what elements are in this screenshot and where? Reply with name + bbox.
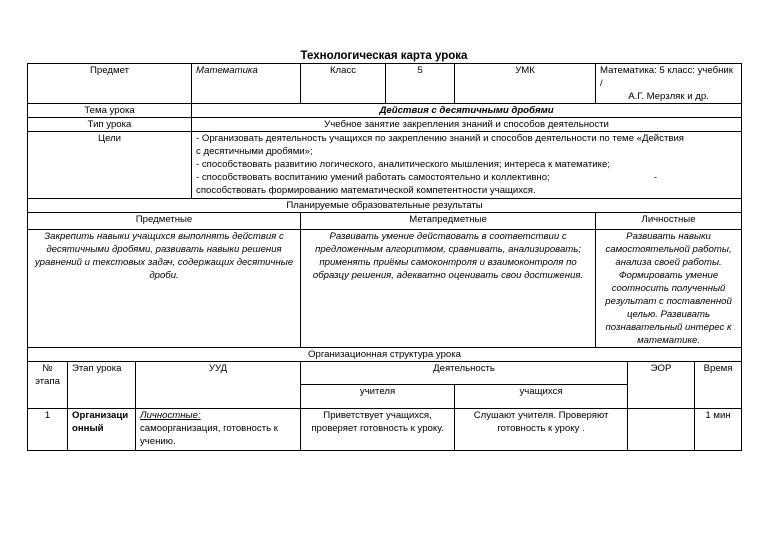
class-label: Класс — [301, 64, 386, 104]
umk-value — [596, 64, 742, 104]
lesson-plan-table — [27, 63, 742, 451]
structure-heading: Организационная структура урока — [28, 348, 742, 362]
subject-value: Математика — [192, 64, 301, 104]
student-activity: Слушают учителя. Проверяют готовность к уроку . — [455, 409, 628, 451]
goal-line: с десятичными дробями»; — [196, 146, 313, 157]
col-uud: УУД — [136, 362, 301, 409]
table-row — [28, 409, 742, 451]
teacher-activity: Приветствует учащихся, проверяет готовность к уроку. — [301, 409, 455, 451]
goal-line: - Организовать деятельность учащихся по закреплению знаний и способов деятельности по теме «Действия — [196, 133, 685, 144]
goal-line: - способствовать развитию логического, аналитического мышления; интереса к математике; — [196, 159, 610, 170]
topic-value: Действия с десятичными дробями — [192, 104, 742, 118]
umk-value-line1: Математика: 5 класс: учебник / — [600, 65, 733, 89]
subject-label: Предмет — [28, 64, 192, 104]
col-stage-number: № этапа — [28, 362, 68, 409]
results-meta-head: Метапредметные — [301, 213, 596, 230]
lesson-type-label: Тип урока — [28, 118, 192, 132]
goal-line: способствовать формированию математической компетентности учащихся. — [196, 185, 536, 196]
col-time: Время — [695, 362, 742, 409]
umk-label: УМК — [455, 64, 596, 104]
goals-label: Цели — [28, 132, 192, 199]
results-subject-text: Закрепить навыки учащихся выполнять действия с десятичными дробями, развивать навыки решения уравнений и текстовых задач, содержащих десятичные дроби. — [28, 230, 301, 348]
results-subject-head: Предметные — [28, 213, 301, 230]
col-teacher: учителя — [301, 385, 455, 409]
col-activity: Деятельность — [301, 362, 628, 385]
col-stage: Этап урока — [68, 362, 136, 409]
stage-number: 1 — [28, 409, 68, 451]
stage-eor — [628, 409, 695, 451]
topic-label: Тема урока — [28, 104, 192, 118]
stage-name: Организационный — [68, 409, 136, 451]
results-meta-text: Развивать умение действовать в соответствии с предложенным алгоритмом, сравнивать, анализировать; применять приёмы самоконтроля и взаимоконтроля по образцу решения, адекватно оценивать свои достижения. — [301, 230, 596, 348]
goals-text — [192, 132, 742, 199]
class-value: 5 — [386, 64, 455, 104]
results-personal-head: Личностные — [596, 213, 742, 230]
stage-uud — [136, 409, 301, 451]
lesson-type-value: Учебное занятие закрепления знаний и способов деятельности — [192, 118, 742, 132]
stage-time: 1 мин — [695, 409, 742, 451]
uud-label: Личностные: — [140, 410, 201, 421]
results-personal-text: Развивать навыки самостоятельной работы, анализа своей работы. Формировать умение соотносить полученный результат с поставленной целью. Развивать познавательный интерес к математике. — [596, 230, 742, 348]
umk-value-line2: А.Г. Мерзляк и др. — [628, 91, 709, 102]
goal-line: - способствовать воспитанию умений работать самостоятельно и коллективно; - — [196, 172, 658, 183]
uud-text: самоорганизация, готовность к учению. — [140, 423, 278, 447]
col-students: учащихся — [455, 385, 628, 409]
results-heading: Планируемые образовательные результаты — [28, 199, 742, 213]
document-title: Технологическая карта урока — [300, 50, 468, 62]
col-eor: ЭОР — [628, 362, 695, 409]
